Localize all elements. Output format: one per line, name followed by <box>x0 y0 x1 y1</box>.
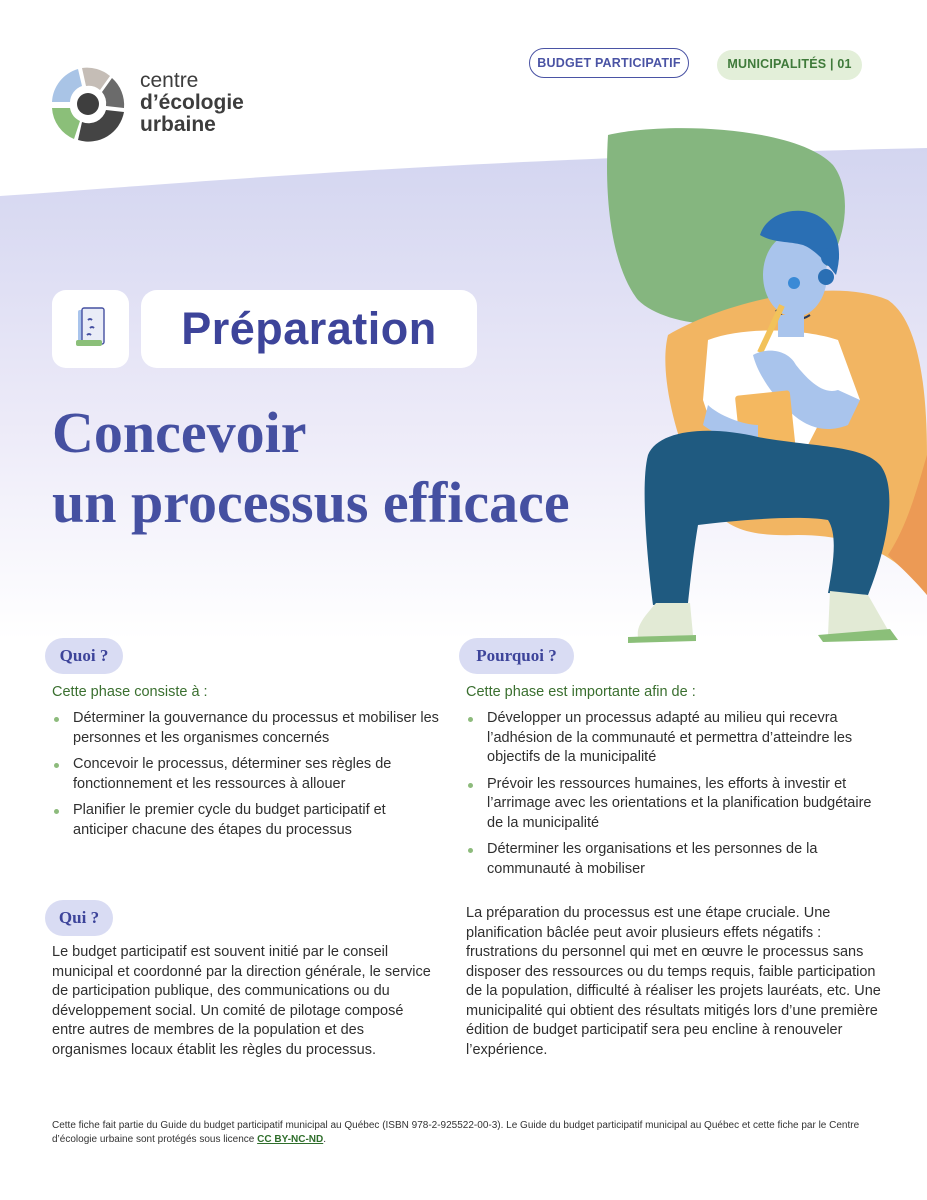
list-item <box>466 840 876 879</box>
bullet-dot-icon <box>54 763 59 768</box>
quoi-list <box>52 709 442 847</box>
page-title-line-1: Concevoir <box>52 400 307 465</box>
quoi-intro: Cette phase consiste à : <box>52 684 208 700</box>
budget-participatif-badge: BUDGET PARTICIPATIF <box>529 48 689 78</box>
page-title-line-2: un processus efficace <box>52 470 570 535</box>
logo-icon <box>48 64 128 144</box>
bullet-dot-icon <box>54 809 59 814</box>
list-item-text: Prévoir les ressources humaines, les efforts à investir et l’arrimage avec les orientations et la planification budgétaire de la municipalité <box>487 775 872 831</box>
bullet-dot-icon <box>468 783 473 788</box>
license-link[interactable]: CC BY-NC-ND <box>257 1134 324 1145</box>
phase-icon-box <box>52 290 129 368</box>
list-item-text: Déterminer les organisations et les personnes de la communauté à mobiliser <box>487 841 818 877</box>
list-item <box>52 801 442 840</box>
phase-title: Préparation <box>181 303 437 354</box>
list-item-text: Déterminer la gouvernance du processus et mobiliser les personnes et les organismes concernés <box>73 710 439 746</box>
phase-title-box <box>141 290 477 368</box>
pourquoi-list <box>466 709 876 886</box>
list-item-text: Concevoir le processus, déterminer ses règles de fonctionnement et les ressources à allouer <box>73 756 392 792</box>
pourquoi-paragraph: La préparation du processus est une étape cruciale. Une planification bâclée peut avoir plusieurs effets négatifs : frustrations du personnel qui met en œuvre le processus sans disposer des ressources ou du temps requis, faible participation de la population, difficulté à réaliser les projets lauréats, etc. Une municipalité qui obtient des résultats mitigés lors d’une première édition de budget participatif sera peu encline à renouveler l’expérience. <box>466 905 881 1058</box>
list-item <box>466 775 876 834</box>
bullet-dot-icon <box>468 717 473 722</box>
municipalites-badge: MUNICIPALITÉS | 01 <box>717 50 862 80</box>
footer-note <box>52 1119 882 1147</box>
person-thinking-illustration <box>598 125 927 665</box>
bullet-dot-icon <box>54 717 59 722</box>
pourquoi-pill: Pourquoi ? <box>459 638 574 674</box>
footer-text: Cette fiche fait partie du Guide du budget participatif municipal au Québec (ISBN 978-2-925522-00-3). Le Guide du budget participatif municipal au Québec et cette fiche par le Centre d’écologie urbaine sont protégés sous licence <box>52 1120 860 1145</box>
notebook-icon <box>52 290 129 368</box>
list-item <box>52 709 442 748</box>
page-title <box>52 398 570 538</box>
logo-line-3: urbaine <box>140 113 216 136</box>
quoi-pill: Quoi ? <box>45 638 123 674</box>
qui-pill: Qui ? <box>45 900 113 936</box>
logo-wordmark <box>140 70 244 136</box>
qui-paragraph: Le budget participatif est souvent initié par le conseil municipal et coordonné par la direction générale, le service de participation publique, des communications ou du développement social. Un comité de pilotage composé entre autres de membres de la population et des organismes locaux établit les règles du processus. <box>52 944 431 1058</box>
logo-line-2: d’écologie <box>140 91 244 114</box>
pourquoi-intro: Cette phase est importante afin de : <box>466 684 696 700</box>
list-item-text: Planifier le premier cycle du budget participatif et anticiper chacune des étapes du processus <box>73 802 386 838</box>
list-item <box>52 755 442 794</box>
bullet-dot-icon <box>468 848 473 853</box>
list-item-text: Développer un processus adapté au milieu qui recevra l’adhésion de la communauté et permettra d’atteindre les objectifs de la municipalité <box>487 710 853 765</box>
list-item <box>466 709 876 768</box>
logo-line-1: centre <box>140 69 199 92</box>
footer-end: . <box>323 1134 327 1145</box>
